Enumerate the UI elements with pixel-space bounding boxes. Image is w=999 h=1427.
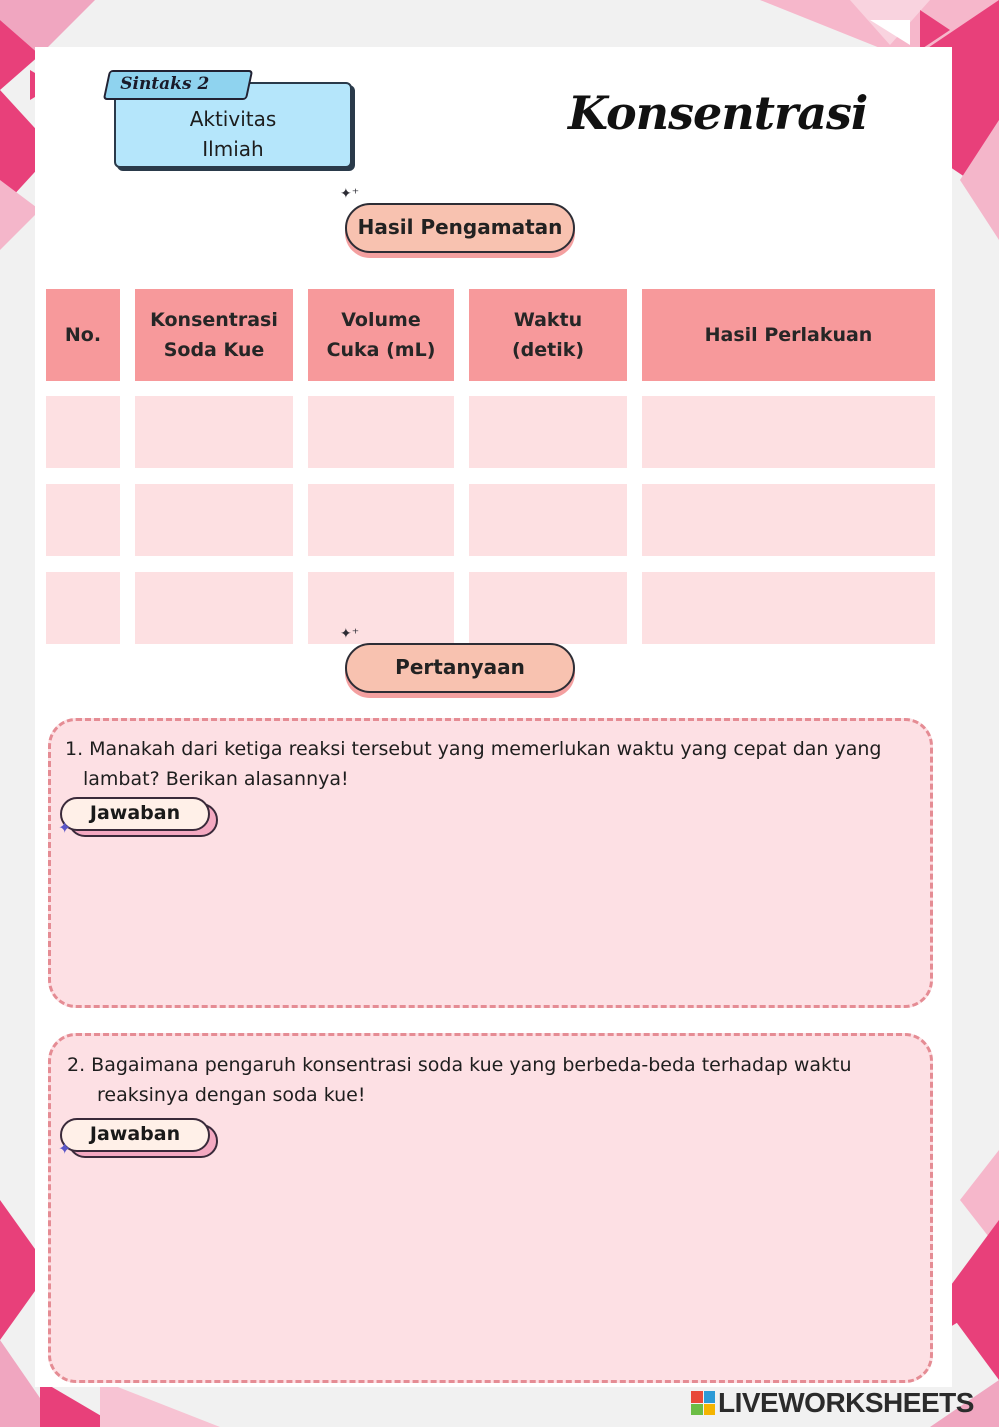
- table-header-no: No.: [46, 289, 120, 381]
- table-cell-input[interactable]: [469, 484, 627, 556]
- liveworksheets-logo-icon: [691, 1391, 715, 1415]
- table-cell-input[interactable]: [135, 484, 293, 556]
- star-icon: ✦: [58, 818, 72, 837]
- activity-line-2: Ilmiah: [202, 137, 264, 161]
- table-header-hasil: Hasil Perlakuan: [642, 289, 935, 381]
- sparkle-icon: ✦⁺: [340, 186, 360, 202]
- sparkle-icon: ✦⁺: [340, 626, 360, 642]
- brand-text: LIVEWORKSHEETS: [718, 1387, 974, 1418]
- table-cell-input[interactable]: [46, 484, 120, 556]
- table-cell-input[interactable]: [308, 484, 454, 556]
- question-1-line-1: 1. Manakah dari ketiga reaksi tersebut yang memerlukan waktu yang cepat dan yang: [65, 738, 882, 760]
- table-cell-input[interactable]: [46, 396, 120, 468]
- table-cell-input[interactable]: [46, 572, 120, 644]
- sintaks-label: Sintaks 2: [120, 74, 210, 94]
- question-1-line-2: lambat? Berikan alasannya!: [83, 768, 349, 790]
- table-cell-input[interactable]: [642, 484, 935, 556]
- answer-1-input[interactable]: [70, 845, 919, 994]
- table-cell-input[interactable]: [308, 572, 454, 644]
- answer-label-2: Jawaban: [60, 1118, 210, 1152]
- question-2-line-1: 2. Bagaimana pengaruh konsentrasi soda kue yang berbeda-beda terhadap waktu: [67, 1054, 852, 1076]
- table-cell-input[interactable]: [642, 396, 935, 468]
- question-2-line-2: reaksinya dengan soda kue!: [97, 1084, 366, 1106]
- table-cell-input[interactable]: [642, 572, 935, 644]
- section-observation-label: Hasil Pengamatan: [345, 203, 575, 253]
- table-cell-input[interactable]: [135, 396, 293, 468]
- table-cell-input[interactable]: [469, 572, 627, 644]
- table-header-konsentrasi: Konsentrasi Soda Kue: [135, 289, 293, 381]
- star-icon: ✦: [58, 1139, 72, 1158]
- page-title: Konsentrasi: [568, 86, 868, 140]
- liveworksheets-logo: [691, 1387, 974, 1419]
- table-cell-input[interactable]: [308, 396, 454, 468]
- table-cell-input[interactable]: [135, 572, 293, 644]
- sintaks-tag: [103, 70, 253, 100]
- table-header-waktu: Waktu (detik): [469, 289, 627, 381]
- table-cell-input[interactable]: [469, 396, 627, 468]
- section-questions-label: Pertanyaan: [345, 643, 575, 693]
- answer-2-input[interactable]: [70, 1168, 919, 1372]
- table-header-volume: Volume Cuka (mL): [308, 289, 454, 381]
- answer-label-1: Jawaban: [60, 797, 210, 831]
- activity-line-1: Aktivitas: [189, 107, 277, 131]
